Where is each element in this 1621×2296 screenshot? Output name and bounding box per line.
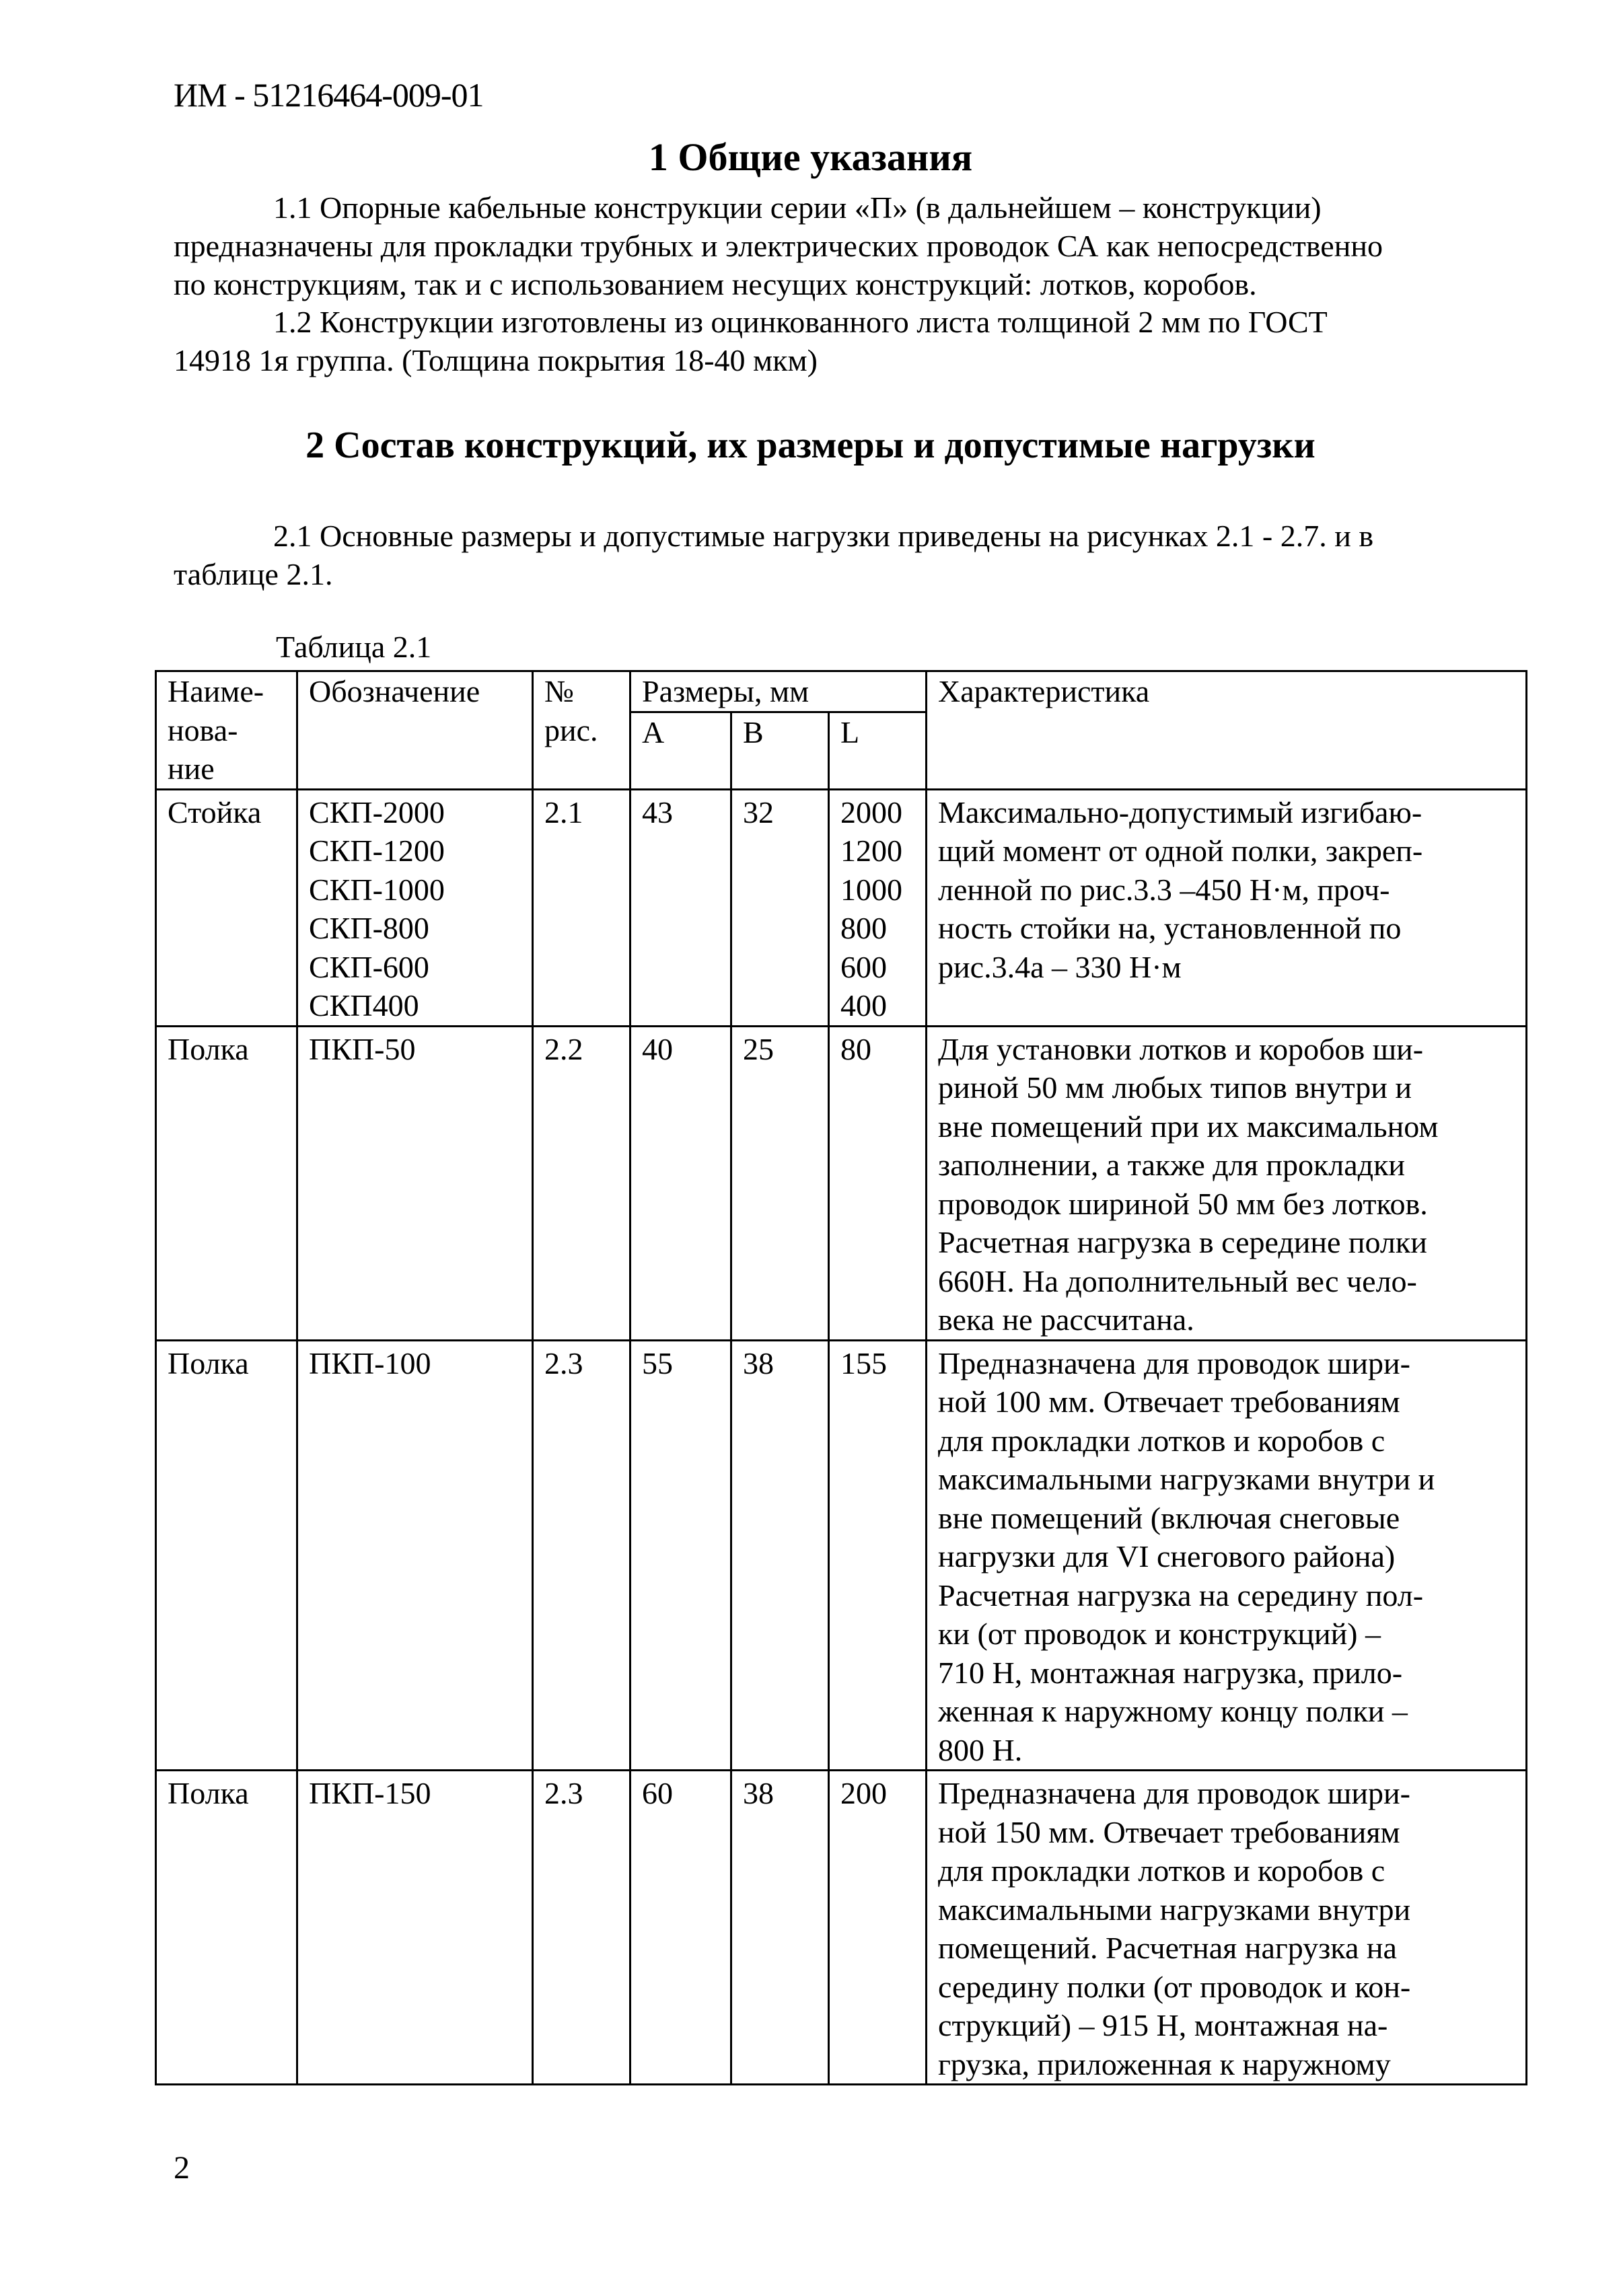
paragraph-1-1: 1.1 Опорные кабельные конструкции серии «П» (в дальнейшем – конструкции) предназначены для прокладки трубных и электрических проводок СА как непосредственно по конструкциям, так и с использованием несущих конструкций: лотков, коробов. [174,190,1383,301]
page-number: 2 [174,2150,190,2186]
cell-characteristic: Предназначена для проводок шири- ной 150 мм. Отвечает требованиям для прокладки лотков и коробов с максимальными нагрузками внутри помещений. Расчетная нагрузка на середину полки (от проводок и кон- струкций) – 915 Н, монтажная на- грузка, приложенная к наружному [927,1771,1527,2085]
cell-designation: СКП-2000 СКП-1200 СКП-1000 СКП-800 СКП-600 СКП400 [297,789,533,1026]
cell-name: Полка [156,1026,297,1340]
cell-name: Стойка [156,789,297,1026]
cell-characteristic: Предназначена для проводок шири- ной 100 мм. Отвечает требованиям для прокладки лотков и коробов с максимальными нагрузками внутри и вне помещений (включая снеговые нагрузки для VI снегового района) Расчетная нагрузка на середину пол- ки (от проводок и конструкций) – 710 Н, монтажная нагрузка, прило- женная к наружному концу полки – 800 Н. [927,1340,1527,1771]
cell-size-b: 38 [731,1771,829,2085]
cell-figure: 2.1 [533,789,631,1026]
header-name: Наиме- нова- ние [156,671,297,790]
cell-figure: 2.3 [533,1771,631,2085]
table-row [156,1340,1527,1771]
cell-size-a: 60 [631,1771,731,2085]
table-row [156,789,1527,1026]
document-code: ИМ - 51216464-009-01 [174,76,484,114]
cell-figure: 2.2 [533,1026,631,1340]
table-2-1 [155,670,1527,2085]
cell-characteristic: Максимально-допустимый изгибаю- щий момент от одной полки, закреп- ленной по рис.3.3 –450 Н·м, проч- ность стойки на, установленной по рис.3.4а – 330 Н·м [927,789,1527,1026]
cell-size-l: 2000 1200 1000 800 600 400 [829,789,927,1026]
table-header-row-1 [156,671,1527,712]
header-size-l: L [829,712,927,789]
table-caption: Таблица 2.1 [276,630,432,664]
cell-figure: 2.3 [533,1340,631,1771]
cell-size-l: 155 [829,1340,927,1771]
paragraph-1-2: 1.2 Конструкции изготовлены из оцинкованного листа толщиной 2 мм по ГОСТ 14918 1я группа. (Толщина покрытия 18-40 мкм) [174,305,1328,377]
cell-size-a: 43 [631,789,731,1026]
header-designation: Обозначение [297,671,533,790]
header-characteristic: Характеристика [927,671,1527,790]
cell-size-a: 55 [631,1340,731,1771]
cell-name: Полка [156,1340,297,1771]
cell-characteristic: Для установки лотков и коробов ши- риной 50 мм любых типов внутри и вне помещений при их максимальном заполнении, а также для прокладки проводок шириной 50 мм без лотков. Расчетная нагрузка в середине полки 660Н. На дополнительный вес чело- века не рассчитана. [927,1026,1527,1340]
cell-size-a: 40 [631,1026,731,1340]
cell-designation: ПКП-50 [297,1026,533,1340]
cell-size-l: 80 [829,1026,927,1340]
cell-size-b: 38 [731,1340,829,1771]
cell-name: Полка [156,1771,297,2085]
header-size-b: В [731,712,829,789]
cell-size-l: 200 [829,1771,927,2085]
table-row [156,1771,1527,2085]
cell-size-b: 25 [731,1026,829,1340]
header-sizes: Размеры, мм [631,671,927,712]
section-1-heading: 1 Общие указания [648,135,973,179]
section-2-heading: 2 Состав конструкций, их размеры и допустимые нагрузки [305,424,1316,466]
paragraph-2-1: 2.1 Основные размеры и допустимые нагрузки приведены на рисунках 2.1 - 2.7. и в таблице 2.1. [174,519,1374,591]
header-figure-number: № рис. [533,671,631,790]
header-size-a: А [631,712,731,789]
cell-size-b: 32 [731,789,829,1026]
table-row [156,1026,1527,1340]
cell-designation: ПКП-100 [297,1340,533,1771]
cell-designation: ПКП-150 [297,1771,533,2085]
